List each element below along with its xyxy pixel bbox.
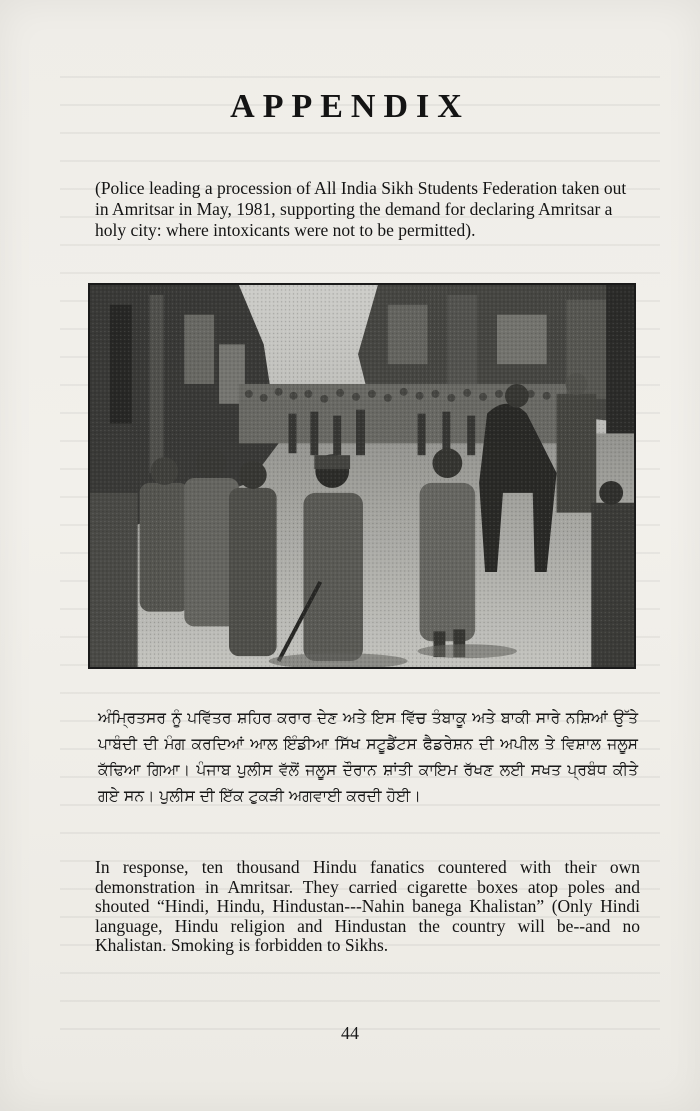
- body-paragraph: In response, ten thousand Hindu fanatics countered with their own demonstration in Amritsar. They carried cigarette boxes atop poles and shouted “Hindi, Hindu, Hindustan---Nahin banega Khalistan” (Only Hindi language, Hindu religion and Hindustan the country will be--and no Khalistan. Smoking is forbidden to Sikhs.: [95, 857, 640, 955]
- procession-photo: [88, 283, 636, 669]
- procession-photo-icon: [90, 285, 634, 667]
- photo-caption-english: (Police leading a procession of All India Sikh Students Federation taken out in Amritsar in May, 1981, supporting the demand for declaring Amritsar a holy city: where intoxicants were not to be permitted).: [95, 178, 627, 240]
- page-number: 44: [341, 1023, 359, 1043]
- page-title: APPENDIX: [230, 88, 470, 125]
- photo-caption-punjabi: ਅੰਮ੍ਰਿਤਸਰ ਨੂੰ ਪਵਿੱਤਰ ਸ਼ਹਿਰ ਕਰਾਰ ਦੇਣ ਅਤੇ ਇਸ ਵਿੱਚ ਤੰਬਾਕੂ ਅਤੇ ਬਾਕੀ ਸਾਰੇ ਨਸ਼ਿਆਂ ਉੱਤੇ ਪਾਬੰਦੀ ਦੀ ਮੰਗ ਕਰਦਿਆਂ ਆਲ ਇੰਡੀਆ ਸਿੱਖ ਸਟੂਡੈਂਟਸ ਫੈਡਰੇਸ਼ਨ ਦੀ ਅਪੀਲ ਤੇ ਵਿਸ਼ਾਲ ਜਲੂਸ ਕੱਢਿਆ ਗਿਆ। ਪੰਜਾਬ ਪੁਲੀਸ ਵੱਲੋਂ ਜਲੂਸ ਦੌਰਾਨ ਸ਼ਾਂਤੀ ਕਾਇਮ ਰੱਖਣ ਲਈ ਸਖਤ ਪ੍ਰਬੰਧ ਕੀਤੇ ਗਏ ਸਨ। ਪੁਲੀਸ ਦੀ ਇੱਕ ਟੁਕੜੀ ਅਗਵਾਈ ਕਰਦੀ ਹੋਈ।: [98, 709, 638, 805]
